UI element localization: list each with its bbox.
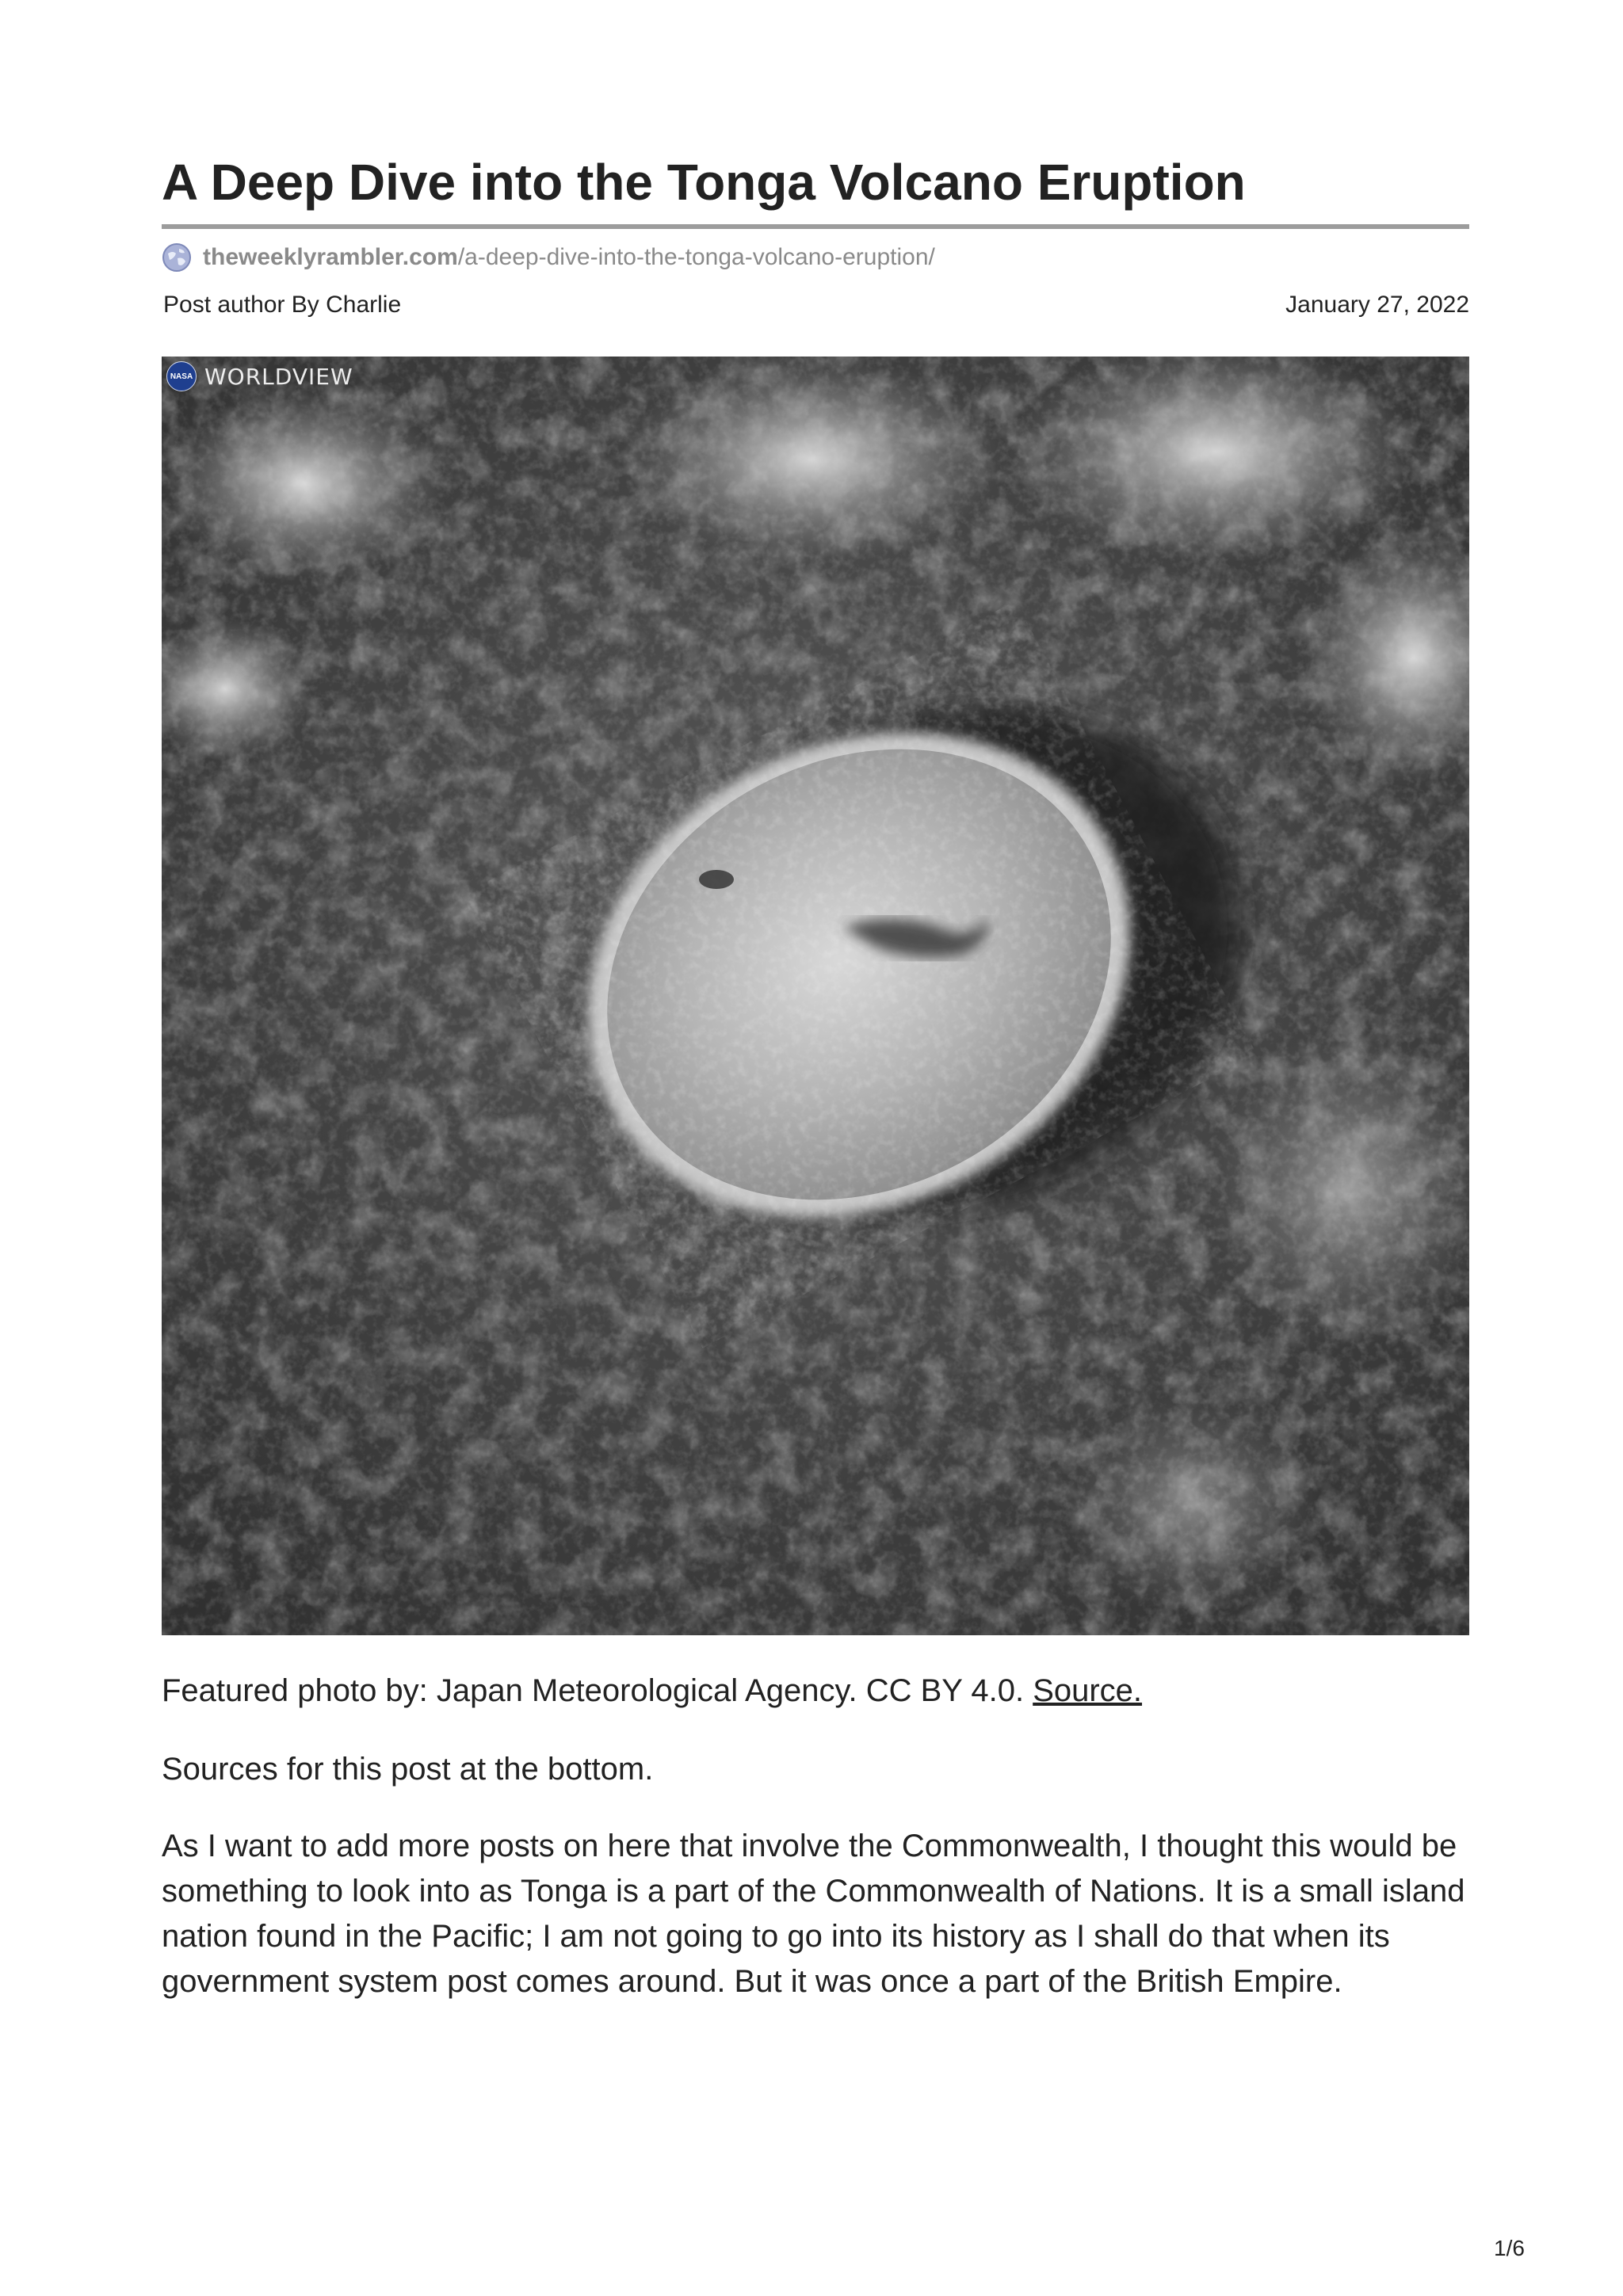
globe-icon <box>162 242 192 273</box>
title-divider <box>162 224 1469 229</box>
page-number: 1/6 <box>1494 2236 1525 2260</box>
caption-text: Featured photo by: Japan Meteorological Agency. CC BY 4.0. <box>162 1673 1033 1708</box>
intro-paragraph: As I want to add more posts on here that involve the Commonwealth, I thought this would be something to look into as Tonga is a part of the Commonwealth of Nations. It is a small island nation found in the Pacific; I am not going to go into its history as I shall do that when its government system post comes around. But it was once a part of the British Empire. <box>162 1829 1465 1999</box>
sources-note: Sources for this post at the bottom. <box>162 1752 654 1787</box>
satellite-image-graphic <box>162 357 1469 1635</box>
worldview-label: WORLDVIEW <box>204 363 353 390</box>
url-domain: theweeklyrambler.com <box>203 244 458 270</box>
post-author: Post author By Charlie <box>163 292 402 318</box>
caption-source-link[interactable]: Source. <box>1033 1673 1143 1708</box>
url-path: /a-deep-dive-into-the-tonga-volcano-eruption/ <box>457 244 935 270</box>
post-meta <box>162 292 1469 323</box>
nasa-logo-icon: NASA <box>166 361 197 391</box>
source-url[interactable] <box>162 240 935 275</box>
featured-satellite-image <box>162 357 1469 1635</box>
post-date: January 27, 2022 <box>1285 292 1469 318</box>
page-title: A Deep Dive into the Tonga Volcano Eruption <box>162 154 1246 211</box>
worldview-badge <box>166 361 353 391</box>
photo-caption <box>162 1669 1469 1714</box>
